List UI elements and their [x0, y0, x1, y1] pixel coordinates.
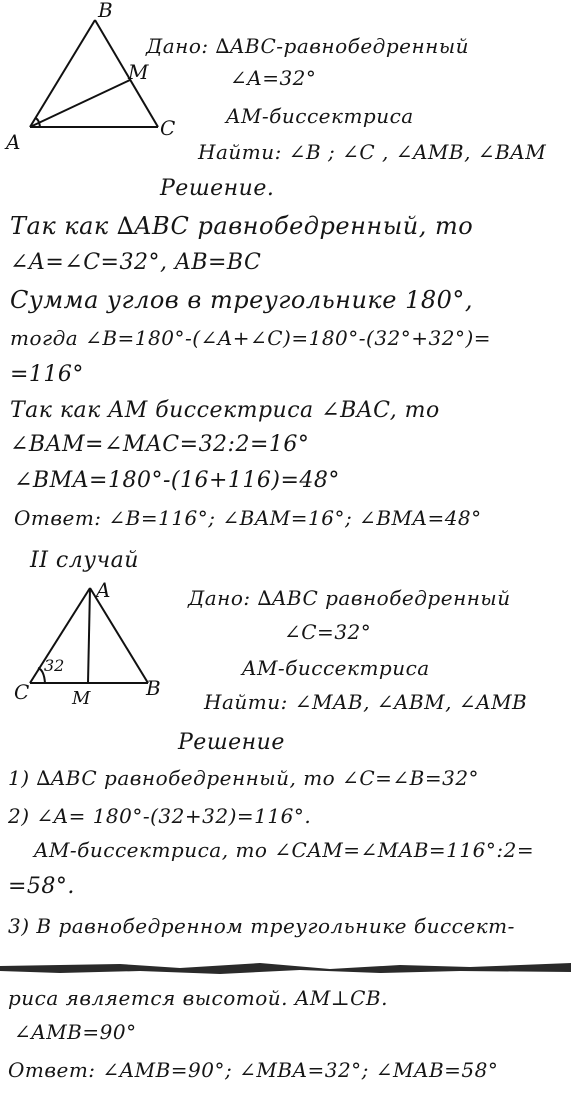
solution-title: Решение.: [160, 176, 275, 201]
given-title: Дано: ∆ABC равнобедренный: [188, 586, 511, 610]
find-line: Найти: ∠MAB, ∠ABM, ∠AMB: [204, 690, 528, 714]
given-title: Дано: ∆ABC-равнобедренный: [146, 34, 469, 58]
vertex-label-b: B: [146, 676, 161, 700]
vertex-label-b: B: [98, 0, 113, 22]
solution-line: риса является высотой. AM⊥CB.: [8, 986, 388, 1010]
vertex-label-c: C: [14, 680, 30, 704]
given-bisector: AM-биссектриса: [242, 656, 430, 680]
solution-line: Сумма углов в треугольнике 180°,: [10, 286, 474, 314]
solution-line: 3) В равнобедренном треугольнике биссект-: [8, 914, 515, 938]
answer-line: Ответ: ∠AMB=90°; ∠MBA=32°; ∠MAB=58°: [8, 1058, 499, 1082]
angle-label-32: 32: [44, 656, 65, 675]
vertex-label-a: A: [96, 578, 111, 602]
given-bisector: AM-биссектриса: [226, 104, 414, 128]
solution-line: ∠A=∠C=32°, AB=BC: [10, 250, 262, 275]
solution-line: 2) ∠A= 180°-(32+32)=116°.: [8, 804, 312, 828]
given-angle: ∠C=32°: [284, 620, 372, 644]
solution-line: AM-биссектриса, то ∠CAM=∠MAB=116°:2=: [34, 838, 535, 862]
point-label-m: M: [128, 60, 149, 84]
solution-line: Так как ∆ABC равнобедренный, то: [10, 212, 474, 240]
solution-line: =58°.: [8, 874, 75, 899]
solution-title: Решение: [178, 730, 285, 755]
point-label-m: M: [72, 688, 91, 709]
solution-line: ∠AMB=90°: [14, 1020, 137, 1044]
find-line: Найти: ∠B ; ∠C , ∠AMB, ∠BAM: [198, 140, 547, 164]
solution-line: ∠BMA=180°-(16+116)=48°: [14, 468, 340, 493]
vertex-label-a: A: [6, 130, 21, 154]
vertex-label-c: C: [160, 116, 176, 140]
torn-edge: [0, 960, 571, 976]
solution-line: тогда ∠B=180°-(∠A+∠C)=180°-(32°+32°)=: [10, 326, 492, 350]
given-angle: ∠A=32°: [230, 66, 317, 90]
solution-line: ∠BAM=∠MAC=32:2=16°: [10, 432, 310, 457]
solution-line: Так как AM биссектриса ∠BAC, то: [10, 398, 440, 423]
bisector-am: [88, 588, 90, 683]
case-heading: II случай: [30, 548, 139, 573]
solution-line: =116°: [10, 362, 84, 387]
solution-line: 1) ∆ABC равнобедренный, то ∠C=∠B=32°: [8, 766, 480, 790]
answer-line: Ответ: ∠B=116°; ∠BAM=16°; ∠BMA=48°: [14, 506, 482, 530]
side-ab: [90, 588, 148, 683]
